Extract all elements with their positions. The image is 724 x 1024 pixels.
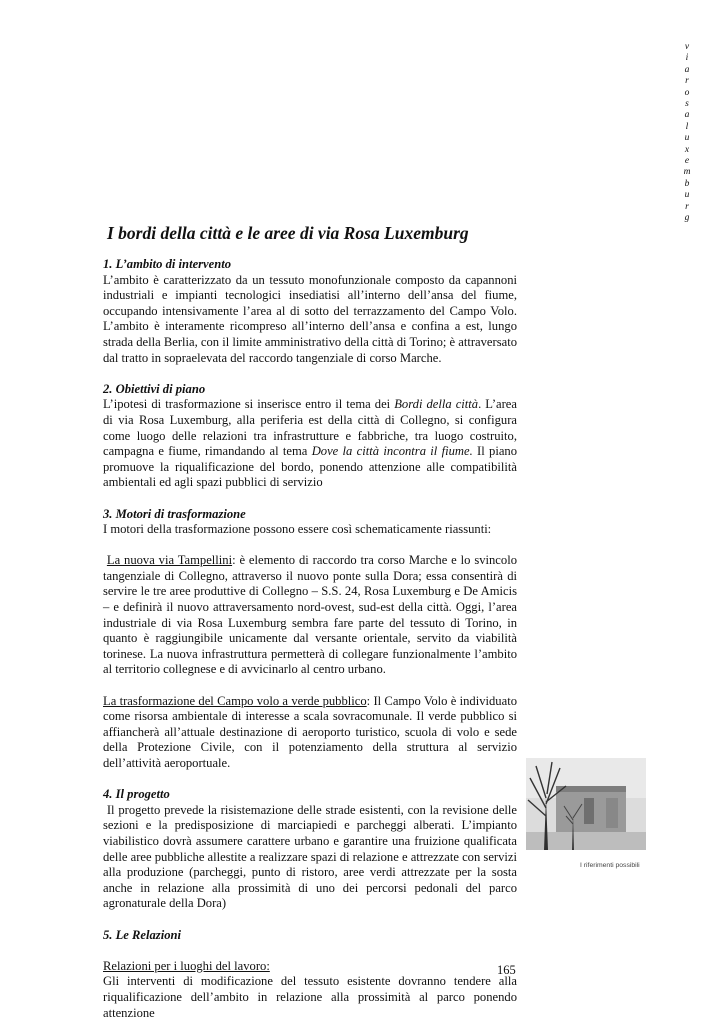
section-3-item-2: La trasformazione del Campo volo a verde pubblico: Il Campo Volo è individuato come risorsa ambientale di interesse a scala sovracomunale. Il verde pubblico si affiancherà all’attuale destinazione di aeroporto turistico, scuola di volo e sede della Protezione Civile, con il potenziamento della struttura al servizio dell’attività aeroportuale. bbox=[103, 693, 517, 770]
side-letter: u bbox=[684, 133, 690, 144]
side-letter: l bbox=[685, 121, 689, 132]
side-letter: u bbox=[684, 190, 690, 201]
section-3-intro: I motori della trasformazione possono essere così schematicamente riassunti: bbox=[103, 522, 492, 537]
side-letter: a bbox=[684, 110, 690, 121]
document-body bbox=[103, 257, 517, 1021]
section-5-sublabel: Relazioni per i luoghi del lavoro: bbox=[103, 958, 270, 973]
side-letter: i bbox=[685, 53, 689, 64]
side-letter: a bbox=[684, 64, 690, 75]
page-number: 165 bbox=[497, 963, 516, 977]
side-letter: e bbox=[684, 156, 690, 167]
side-letter: m bbox=[683, 167, 691, 178]
section-4-heading: 4. Il progetto bbox=[103, 787, 170, 802]
vertical-running-title bbox=[680, 42, 694, 225]
section-5-text: Gli interventi di modificazione del tessuto esistente dovranno tendere alla riqualificazione dell’ambito in relazione alla prossimità al parco ponendo attenzione bbox=[103, 974, 517, 1020]
side-letter: b bbox=[684, 178, 690, 189]
page-title: I bordi della città e le aree di via Rosa Luxemburg bbox=[107, 223, 469, 243]
side-letter: r bbox=[685, 201, 689, 212]
side-letter: x bbox=[684, 144, 690, 155]
section-2-text: L’ipotesi di trasformazione si inserisce entro il tema dei Bordi della città. L’area di via Rosa Luxemburg, alla periferia est della città di Collegno, si configura come luogo delle relazioni tra infrastrutture e fabbriche, tra luogo costruito, campagna e fiume, rimandando al tema Dove la città incontra il fiume. Il piano promuove la riqualificazione del bordo, ponendo attenzione alle compatibilità ambientali ed agli spazi pubblici di servizio bbox=[103, 397, 518, 490]
section-1-text: L’ambito è caratterizzato da un tessuto monofunzionale composto da capannoni industriali e impianti tecnologici insediatisi all’interno dell’ansa del fiume, occupando intensivamente l’area al di sotto del terrazzamento del Campo Volo. L’ambito è interamente ricompreso all’interno dell’ansa e confina a est, lungo strada della Berlia, con il limite amministrativo della città di Torino; è attraversato dal tratto in sopraelevata del raccordo tangenziale di corso Marche. bbox=[103, 272, 518, 365]
section-3-heading: 3. Motori di trasformazione bbox=[103, 506, 246, 521]
side-letter: o bbox=[684, 87, 690, 98]
item-2-label: La trasformazione del Campo volo a verde pubblico bbox=[103, 693, 367, 708]
section-2-italic-b: Dove la città incontra il fiume. bbox=[311, 444, 473, 459]
section-1-heading: 1. L’ambito di intervento bbox=[103, 257, 232, 271]
side-letter: g bbox=[684, 213, 690, 224]
side-letter: r bbox=[685, 76, 689, 87]
photo-caption: I riferimenti possibili bbox=[580, 862, 640, 869]
item-1-label: La nuova via Tampellini bbox=[106, 553, 233, 568]
reference-photo bbox=[526, 758, 646, 850]
section-2-heading: 2. Obiettivi di piano bbox=[103, 381, 206, 396]
side-letter: v bbox=[684, 42, 690, 52]
section-2-italic-a: Bordi della città bbox=[394, 397, 479, 412]
side-letter: s bbox=[685, 99, 689, 110]
section-4-text: Il progetto prevede la risistemazione delle strade esistenti, con la revisione delle sezioni e la predisposizione di marciapiedi e parcheggi alberati. L’impianto viabilistico dovrà assumere carattere urbano e garantire una fruizione qualificata delle aree pubbliche allestite a realizzare spazi di relazione e attrezzate con servizi alla produzione (parcheggi, punto di ristoro, aree verdi attrezzate per la sosta anche in relazione alla prossimità di uno dei percorsi pedonali del parco agronaturale della Dora) bbox=[103, 802, 517, 911]
section-3-item-1: La nuova via Tampellini: è elemento di raccordo tra corso Marche e lo svincolo tangenziale di Collegno, attraverso il nuovo ponte sulla Dora; essa consentirà di servire le tre aree produttive di Collegno – S.S. 24, Rosa Luxemburg e De Amicis – e definirà il nuovo attraversamento nord-ovest, sud-est della città. Oggi, l’area industriale di via Rosa Luxemburg sembra fare parte del tessuto di Torino, in quanto è raggiungibile unicamente dal versante orientale, servito da viabilità torinese. La nuova infrastruttura permetterà di collegare funzionalmente l’ambito al territorio collegnese e di avvicinarlo al centro urbano. bbox=[103, 553, 517, 677]
section-5-heading: 5. Le Relazioni bbox=[103, 927, 182, 942]
